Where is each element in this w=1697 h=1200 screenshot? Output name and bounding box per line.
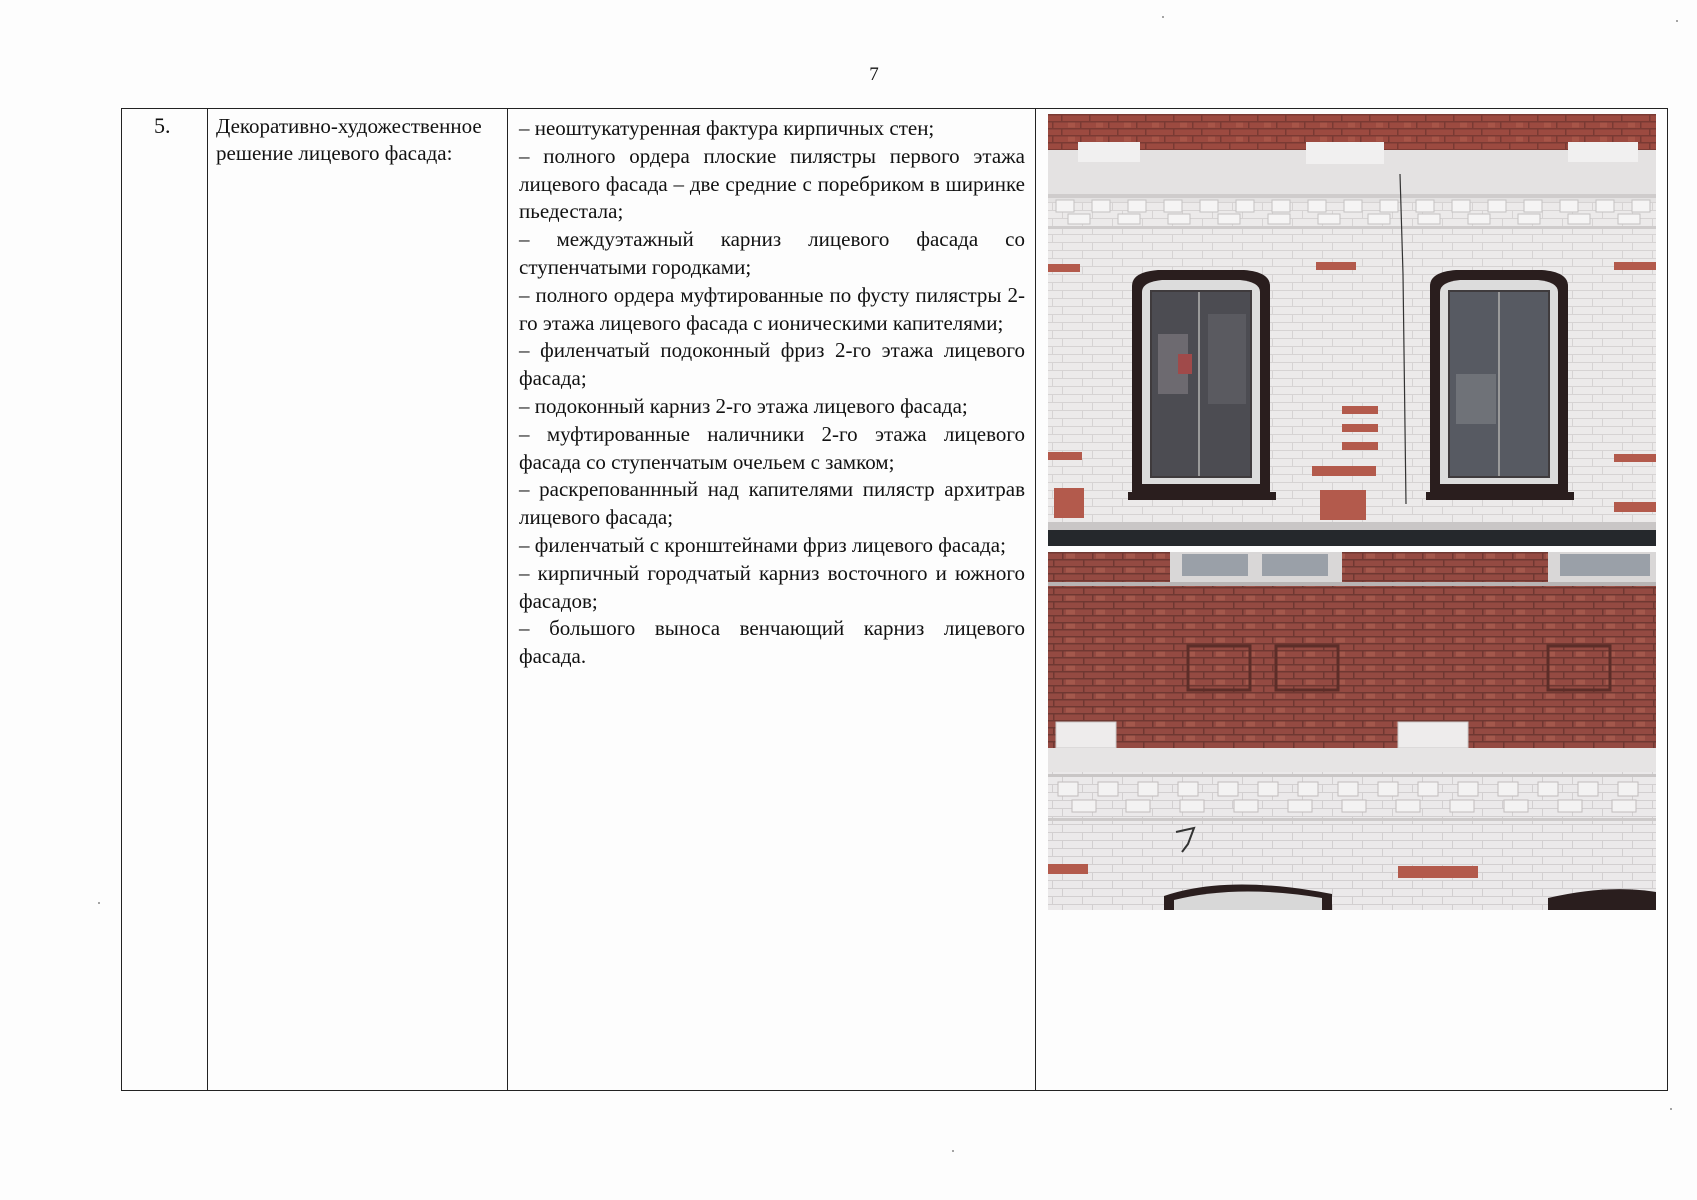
column-divider	[207, 109, 208, 1090]
feature-item: – муфтированные наличники 2-го этажа лицевого фасада со ступенчатым очельем с замком;	[519, 421, 1025, 474]
row-title: Декоративно-художественное решение лицевого фасада:	[216, 114, 482, 165]
features-table	[121, 108, 1668, 1091]
scan-speck	[1676, 20, 1678, 22]
facade-photo-windows	[1048, 114, 1656, 546]
column-divider	[507, 109, 508, 1090]
feature-item: – филенчатый подоконный фриз 2-го этажа лицевого фасада;	[519, 338, 1025, 391]
scan-speck	[1162, 16, 1164, 18]
scan-speck	[1670, 1108, 1672, 1110]
scan-speck	[952, 1150, 954, 1152]
facade-photo-cornice	[1048, 552, 1656, 910]
column-divider	[1035, 109, 1036, 1090]
feature-item: – большого выноса венчающий карниз лицевого фасада.	[519, 616, 1025, 669]
row-number: 5.	[154, 113, 171, 138]
feature-item: – полного ордера плоские пилястры первого этажа лицевого фасада – две средние с поребриком в ширинке пьедестала;	[519, 143, 1025, 224]
page-number: 7	[869, 64, 879, 85]
feature-item: – междуэтажный карниз лицевого фасада со ступенчатыми городками;	[519, 227, 1025, 279]
feature-item: – подоконный карниз 2-го этажа лицевого фасада;	[519, 393, 968, 418]
feature-item: – раскрепованнный над капителями пилястр архитрав лицевого фасада;	[519, 477, 1025, 530]
feature-item: – неоштукатуренная фактура кирпичных стен;	[519, 116, 935, 140]
scan-speck	[98, 902, 100, 904]
feature-item: – кирпичный городчатый карниз восточного и южного фасадов;	[519, 560, 1025, 613]
feature-item: – полного ордера муфтированные по фусту пилястры 2-го этажа лицевого фасада с ионическими капителями;	[519, 282, 1025, 335]
feature-item: – филенчатый с кронштейнами фриз лицевого фасада;	[519, 532, 1006, 557]
feature-list	[519, 115, 1025, 671]
